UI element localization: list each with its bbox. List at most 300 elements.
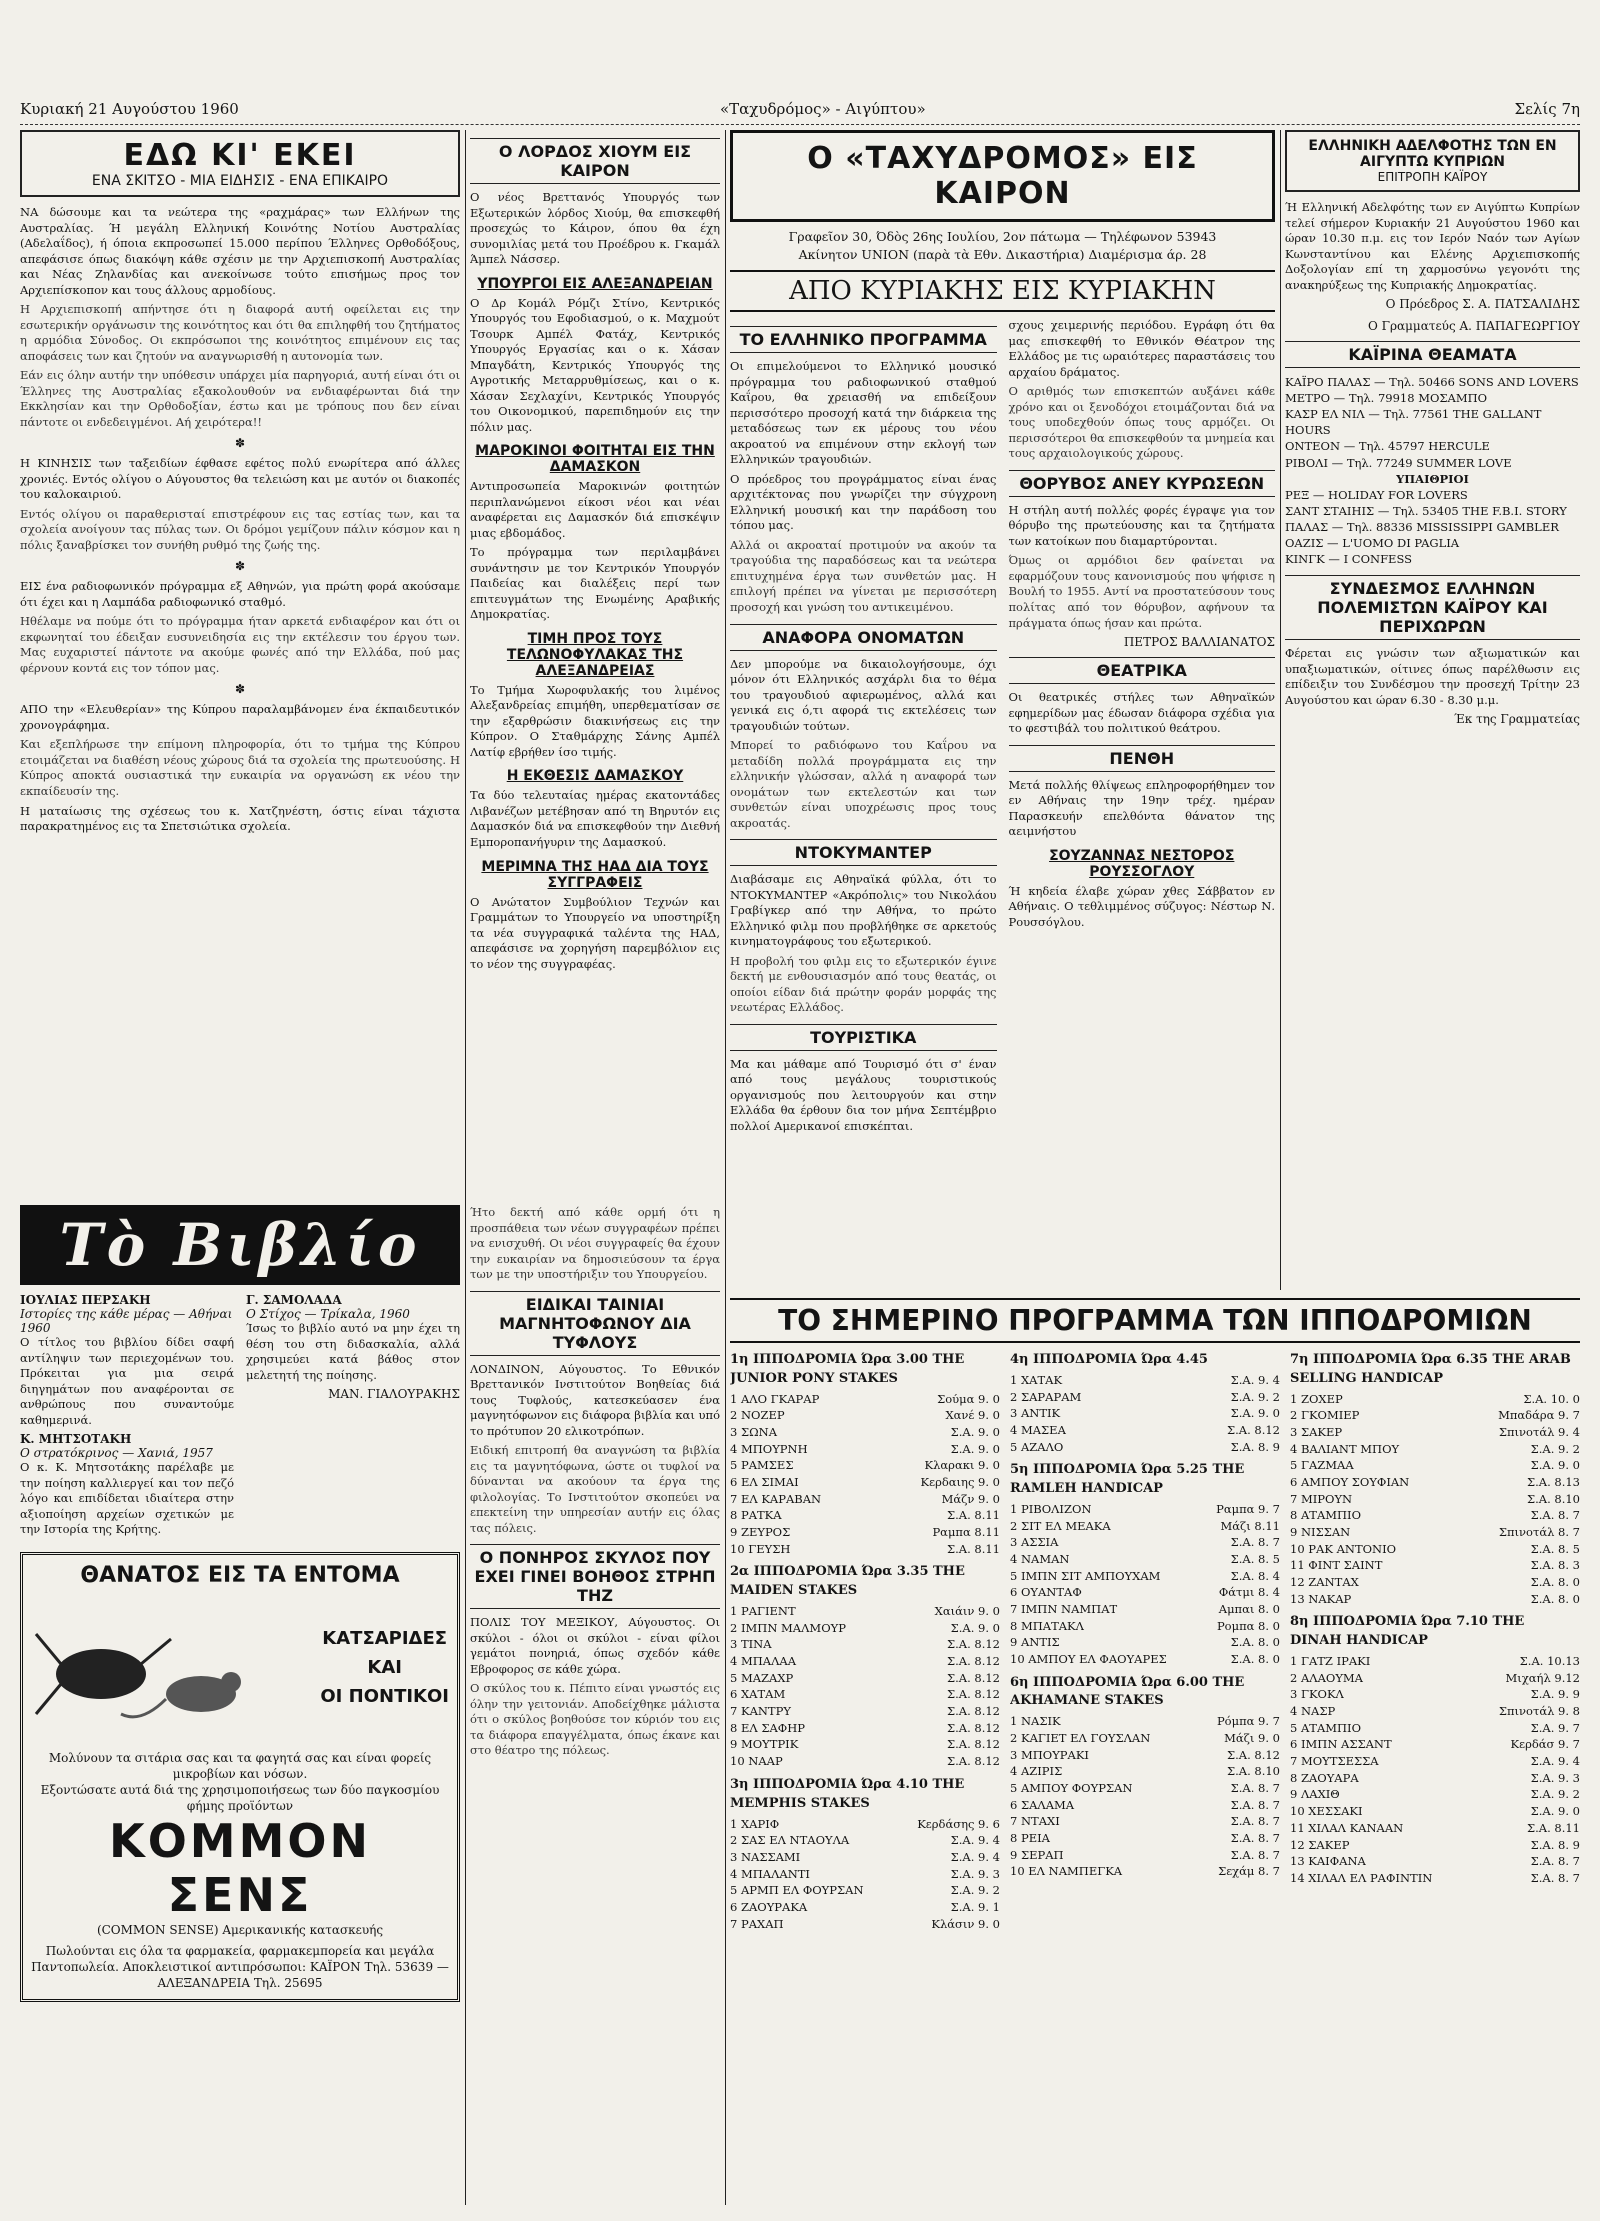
- race-entry: [1290, 1736, 1580, 1753]
- jockey-weight: Ρόμπα 9. 7: [1216, 1714, 1280, 1729]
- book-title: Ο Στίχος — Τρίκαλα, 1960: [246, 1307, 410, 1321]
- cinema-listing: ΚΑΪΡΟ ΠΑΛΑΣ — Τηλ. 50466 SONS AND LOVERS: [1285, 375, 1579, 390]
- address-line: Γραφεῖον 30, Όδὸς 26ης Ιουλίου, 2ον πάτωμα — Τηλέφωνον 53943: [788, 229, 1217, 244]
- race-entry: [730, 1703, 1000, 1720]
- jockey-weight: Σεχάμ 8. 7: [1218, 1864, 1280, 1879]
- jockey-weight: Σ.Α. 8.11: [1526, 1820, 1580, 1835]
- race-entry: [1290, 1870, 1580, 1887]
- address-line: Ακίνητον UNION (παρὰ τὰ Εθν. Δικαστήρια) Διαμέρισμα άρ. 28: [798, 247, 1207, 263]
- taxydromos-banner: Ο «ΤΑΧΥΔΡΟΜΟΣ» ΕΙΣ ΚΑΙΡΟΝ: [730, 130, 1275, 222]
- jockey-weight: Σ.Α. 9. 2: [1530, 1441, 1580, 1456]
- book-title: Ο στρατόκρινος — Χανιά, 1957: [20, 1446, 213, 1461]
- jockey-weight: Σ.Α. 9. 7: [1530, 1720, 1580, 1735]
- headline-ministers: ΥΠΟΥΡΓΟΙ ΕΙΣ ΑΛΕΞΑΝΔΡΕΙΑΝ: [477, 275, 713, 292]
- race-entry: [1290, 1803, 1580, 1820]
- race-entry: [1010, 1618, 1280, 1635]
- column-news-lower: [470, 1205, 720, 2205]
- ad-and: ΚΑΙ: [367, 1657, 402, 1679]
- jockey-weight: Κερδάσ 9. 7: [1510, 1737, 1580, 1752]
- jockey-weight: Κλαρακι 9. 0: [924, 1458, 1000, 1473]
- filler-text: Ο σκύλος του κ. Πέπιτο είναι γνωστός εις όλην την γειτονιάν. Αποδείχθηκε μάλιστα ότι ο σκύλος βοηθούσε τον κύριόν του εις τα διάφορα επαγγέλματα, όπως έκανε και στο θέατρο της πόλεως.: [470, 1681, 720, 1758]
- horse-name: 9 ΝΙΣΣΑΝ: [1290, 1525, 1351, 1540]
- race-entry: [1290, 1457, 1580, 1474]
- ad-line: Εξοντώσατε αυτά διά της χρησιμοποιήσεως των δύο παγκοσμίου φήμης προϊόντων: [40, 1783, 440, 1814]
- book-text: Ο κ. Κ. Μητσοτάκης παρέλαβε με την ποίηση καλλιεργεί και τον πεζό λόγο και επιδίδεται ιδιαίτερα στην αξιοποίηση αρχείων σχετικών με την Ιστορία της Κρήτης.: [20, 1460, 234, 1537]
- race-entry: [730, 1474, 1000, 1491]
- race-entry: [1010, 1830, 1280, 1847]
- race-column-3: [1290, 1345, 1580, 2205]
- filler-text: Η Αρχιεπισκοπή απήντησε ότι η διαφορά αυτή οφείλεται εις την εσωτερικήν οργάνωσιν της κοινότητος και ότι θα επιληφθή του ζητήματος η αρμόδια Σύνοδος. Οι εκπρόσωποι της κοινότητος επιμένουν εις τας αποφάσεις των και ζητούν να αναγνωρισθή η αυτονομία των.: [20, 302, 460, 363]
- notice-signature: Ο Πρόεδρος Σ. Α. ΠΑΤΣΑΛΙΔΗΣ: [1385, 297, 1580, 312]
- article-text: Ο πρόεδρος του προγράμματος είναι ένας αρχιτέκτονας που γνωρίζει την σύγχρονη Ελληνική μουσική και την παράδοση του τόπου μας.: [730, 471, 997, 533]
- news-text: ΛΟΝΔΙΝΟΝ, Αύγουστος. Το Εθνικόν Βρεττανικόν Ινστιτούτον Βοηθείας διά τους Τυφλούς, κατεσκεύασεν ένα μαγνητόφωνον εις διάφορα βιβλία και υπό το πρότυπον 20 ελικοτρόπων.: [470, 1361, 720, 1438]
- horse-name: 2 ΓΚΟΜΙΕΡ: [1290, 1408, 1360, 1423]
- headline-theatre: ΘΕΑΤΡΙΚΑ: [1009, 657, 1276, 684]
- notice-signature: Έκ της Γραμματείας: [1453, 712, 1580, 727]
- headline-blind-tapes: ΕΙΔΙΚΑΙ ΤΑΙΝΙΑΙ ΜΑΓΝΗΤΟΦΩΝΟΥ ΔΙΑ ΤΥΦΛΟΥΣ: [470, 1291, 720, 1356]
- horse-name: 6 ΕΛ ΣΙΜΑΙ: [730, 1475, 799, 1490]
- race-heading: 2α ΙΠΠΟΔΡΟΜΙΑ Ώρα 3.35 THE MAIDEN STAKES: [730, 1564, 965, 1599]
- jockey-weight: Ρομπα 8. 0: [1216, 1618, 1280, 1633]
- horse-name: 3 ΝΑΣΣΑΜΙ: [730, 1849, 801, 1864]
- race-program-title: ΤΟ ΣΗΜΕΡΙΝΟ ΠΡΟΓΡΑΜΜΑ ΤΩΝ ΙΠΠΟΔΡΟΜΙΩΝ: [730, 1298, 1580, 1343]
- race-heading: 4η ΙΠΠΟΔΡΟΜΙΑ Ώρα 4.45: [1010, 1352, 1208, 1367]
- horse-name: 3 ΣΑΚΕΡ: [1290, 1425, 1343, 1440]
- race-entry: [1290, 1670, 1580, 1687]
- article-paragraph: ΑΠΟ την «Ελευθερίαν» της Κύπρου παραλαμβάνομεν ένα έκπαιδευτικόν χρονογράφημα.: [20, 702, 460, 732]
- race-entry: [1010, 1713, 1280, 1730]
- book-text: Ο τίτλος του βιβλίου δίδει σαφή αντίληψιν των περιεχομένων του. Πρόκειται για μια σειρά διηγημάτων που αναφέρονται σε ανθρώπους που συναντούμε καθημερινά.: [20, 1335, 234, 1427]
- jockey-weight: Σ.Α. 8.10: [1226, 1764, 1280, 1779]
- column-taxydromos-cairo: [730, 130, 1275, 1290]
- jockey-weight: Κερδάσης 9. 6: [917, 1816, 1000, 1831]
- race-entry: [1010, 1405, 1280, 1422]
- jockey-weight: Αμπαι 8. 0: [1218, 1601, 1280, 1616]
- jockey-weight: Χαιάιν 9. 0: [934, 1604, 1000, 1619]
- jockey-weight: Σ.Α. 8. 5: [1230, 1551, 1280, 1566]
- race-entry: [730, 1736, 1000, 1753]
- horse-name: 7 ΜΙΡΟΥΝ: [1290, 1491, 1353, 1506]
- masthead-paper-name: «Ταχυδρόμος» - Αιγύπτου»: [720, 100, 926, 118]
- horse-name: 1 ΡΙΒΟΛΙΖΟΝ: [1010, 1501, 1092, 1516]
- race-entry: [730, 1882, 1000, 1899]
- jockey-weight: Σούμα 9. 0: [937, 1391, 1000, 1406]
- horse-name: 9 ΖΕΥΡΟΣ: [730, 1525, 791, 1540]
- jockey-weight: Σ.Α. 9. 0: [950, 1441, 1000, 1456]
- news-text: ΠΟΛΙΣ ΤΟΥ ΜΕΞΙΚΟΥ, Αύγουστος. Οι σκύλοι - όλοι οι σκύλοι - είναι φίλοι γεμάτοι πονηριά, όπως σχεδόν κάθε Εβροφορος σε κάθε χώρα.: [470, 1615, 720, 1676]
- race-entry: [1290, 1407, 1580, 1424]
- race-block: [730, 1776, 1000, 1932]
- race-entry: [730, 1866, 1000, 1883]
- race-entry: [1290, 1703, 1580, 1720]
- article-text: Μα και μάθαμε από Τουρισμό ότι σ' έναν από τους μεγάλους τουριστικούς οργανισμούς που λειτουργούν και στην Ελλάδα θα έρθουν δια τον μήνα Σεπτέμβριο πολλοί Αμερικανοί επισκέπται.: [730, 1056, 997, 1133]
- headline-names: ΑΝΑΦΟΡΑ ΟΝΟΜΑΤΩΝ: [730, 624, 997, 651]
- horse-name: 2 ΚΑΓΙΕΤ ΕΛ ΓΟΥΣΛΑΝ: [1010, 1730, 1151, 1745]
- jockey-weight: Κερδαιης 9. 0: [920, 1475, 1000, 1490]
- column-rule: [465, 130, 466, 2205]
- headline-writers: ΜΕΡΙΜΝΑ ΤΗΣ ΗΑΔ ΔΙΑ ΤΟΥΣ ΣΥΓΓΡΑΦΕΙΣ: [481, 858, 709, 891]
- article-text: Δεν μπορούμε να δικαιολογήσουμε, όχι μόνον ότι Ελληνικός ασχάρλι δια το θέμα του τραγουδιού αφιερωμένος, αλλά και γενικά εις ό,τι αφορά τις εκτελέσεις των τραγουδιών τούτων.: [730, 656, 997, 733]
- horse-name: 4 ΜΠΑΛΑΝΤΙ: [730, 1866, 810, 1881]
- race-heading: 8η ΙΠΠΟΔΡΟΜΙΑ Ώρα 7.10 THE DINAH HANDICAP: [1290, 1614, 1525, 1649]
- race-entry: [1290, 1786, 1580, 1803]
- horse-name: 7 ΝΤΑΧΙ: [1010, 1814, 1060, 1829]
- race-entry: [1010, 1372, 1280, 1389]
- separator: ✽: [234, 559, 246, 574]
- race-entry: [1010, 1797, 1280, 1814]
- horse-name: 6 ΣΑΛΑΜΑ: [1010, 1797, 1075, 1812]
- jockey-weight: Σ.Α. 9. 3: [1530, 1770, 1580, 1785]
- ad-brand-sub: (COMMON SENSE) Αμερικανικής κατασκευής: [96, 1923, 384, 1938]
- jockey-weight: Σ.Α. 8.11: [946, 1541, 1000, 1556]
- horse-name: 12 ΣΑΚΕΡ: [1290, 1837, 1350, 1852]
- jockey-weight: Σ.Α. 8.11: [946, 1508, 1000, 1523]
- jockey-weight: Μιχαήλ 9.12: [1505, 1670, 1580, 1685]
- ad-pest-1: ΚΑΤΣΑΡΙΔΕΣ: [322, 1628, 448, 1650]
- horse-name: 8 ΡΑΤΚΑ: [730, 1508, 782, 1523]
- headline-greek-program: ΤΟ ΕΛΛΗΝΙΚΟ ΠΡΟΓΡΑΜΜΑ: [730, 326, 997, 353]
- jockey-weight: Σ.Α. 8.12: [946, 1637, 1000, 1652]
- book-signature: ΜΑΝ. ΓΙΑΛΟΥΡΑΚΗΣ: [328, 1387, 460, 1402]
- race-entry: [730, 1391, 1000, 1408]
- jockey-weight: Μάζι 9. 0: [1224, 1730, 1280, 1745]
- race-entry: [1290, 1770, 1580, 1787]
- race-entry: [730, 1407, 1000, 1424]
- filler-text: Και εξεπλήρωσε την επίμονη πληροφορία, ότι το τμήμα της Κύπρου ετοιμάζεται να διαθέση νέους χώρους διά τα σχολεία της πρωτευούσης. Η Κύπρος αποκτά ουσιαστικά την ευκαιρία να οργανώση εκ νέου την εκπαίδευσίν της.: [20, 737, 460, 798]
- horse-name: 1 ΧΑΤΑΚ: [1010, 1372, 1063, 1387]
- horse-name: 2 ΣΑΡΑΡΑΜ: [1010, 1389, 1082, 1404]
- jockey-weight: Ραμπα 8.11: [932, 1525, 1000, 1540]
- race-entry: [1290, 1686, 1580, 1703]
- article-text: Διαβάσαμε εις Αθηναϊκά φύλλα, ότι το ΝΤΟΚΥΜΑΝΤΕΡ «Ακρόπολις» του Νικολάου Γραβίγκερ από την Αθήνα, το πρώτο Ελληνικό φιλμ που προβλήθηκε σε αρκετούς κινηματογράφους του εξωτερικού.: [730, 872, 997, 949]
- veterans-title: ΣΥΝΔΕΣΜΟΣ ΕΛΛΗΝΩΝ ΠΟΛΕΜΙΣΤΩΝ ΚΑΪΡΟΥ ΚΑΙ ΠΕΡΙΧΩΡΩΝ: [1285, 575, 1580, 640]
- horse-name: 6 ΙΜΠΝ ΑΣΣΑΝΤ: [1290, 1737, 1392, 1752]
- race-entry: [1290, 1591, 1580, 1608]
- race-entry: [1010, 1780, 1280, 1797]
- horse-name: 1 ΖΟΧΕΡ: [1290, 1391, 1343, 1406]
- cinema-listing: ΜΕΤΡΟ — Τηλ. 79918 ΜΟΣΑΜΠΟ: [1285, 391, 1488, 406]
- race-entry: [1010, 1501, 1280, 1518]
- jockey-weight: Σ.Α. 9. 2: [1530, 1787, 1580, 1802]
- cinema-listing: ΡΕΞ — HOLIDAY FOR LOVERS: [1285, 487, 1468, 502]
- horse-name: 10 ΝΑΑΡ: [730, 1754, 783, 1769]
- news-text: Το πρόγραμμα των περιλαμβάνει συνάντησιν με τον Κεντρικόν Υπουργόν Παιδείας και διαλέξεις περί των επιτευγμάτων της Ενωμένης Αραβικής Δημοκρατίας.: [470, 545, 720, 622]
- headline-noise: ΘΟΡΥΒΟΣ ΑΝΕΥ ΚΥΡΩΣΕΩΝ: [1009, 470, 1276, 497]
- headline-customs-guards: ΤΙΜΗ ΠΡΟΣ ΤΟΥΣ ΤΕΛΩΝΟΦΥΛΑΚΑΣ ΤΗΣ ΑΛΕΞΑΝΔΡΕΙΑΣ: [506, 630, 684, 679]
- book-reviews: [20, 1293, 460, 1542]
- horse-name: 2 ΝΟΖΕΡ: [730, 1408, 785, 1423]
- horse-name: 7 ΡΑΧΑΠ: [730, 1916, 784, 1931]
- jockey-weight: Σ.Α. 8. 7: [1230, 1535, 1280, 1550]
- race-entry: [1010, 1730, 1280, 1747]
- jockey-weight: Σ.Α. 8.12: [946, 1737, 1000, 1752]
- horse-name: 2 ΣΑΣ ΕΛ ΝΤΑΟΥΛΑ: [730, 1833, 850, 1848]
- horse-name: 3 ΣΩΝΑ: [730, 1425, 778, 1440]
- cinema-listing: ΟΑΖΙΣ — L'UOMO DI PAGLIA: [1285, 536, 1460, 551]
- horse-name: 9 ΛΑΧΙΘ: [1290, 1787, 1340, 1802]
- race-entry: [1290, 1720, 1580, 1737]
- cypriot-brotherhood-notice: [1285, 130, 1580, 192]
- race-entry: [730, 1653, 1000, 1670]
- horse-name: 8 ΜΠΑΤΑΚΛ: [1010, 1618, 1084, 1633]
- insecticide-ad: [20, 1552, 460, 2003]
- race-block: [730, 1351, 1000, 1557]
- ad-brand: ΚΟΜΜΟΝ ΣΕΝΣ: [109, 1814, 371, 1923]
- race-entry: [730, 1899, 1000, 1916]
- race-entry: [1290, 1541, 1580, 1558]
- horse-name: 5 ΓΑΖΜΑΑ: [1290, 1458, 1354, 1473]
- race-entry: [1290, 1574, 1580, 1591]
- headline-clever-dog: Ο ΠΟΝΗΡΟΣ ΣΚΥΛΟΣ ΠΟΥ ΕΧΕΙ ΓΙΝΕΙ ΒΟΗΘΟΣ ΣΤΡΗΠ ΤΗΖ: [470, 1544, 720, 1609]
- horse-name: 3 ΜΠΟΥΡΑΚΙ: [1010, 1747, 1089, 1762]
- jockey-weight: Σ.Α. 10.13: [1519, 1654, 1580, 1669]
- jockey-weight: Σ.Α. 8.12: [946, 1654, 1000, 1669]
- horse-name: 8 ΖΑΟΥΑΡΑ: [1290, 1770, 1359, 1785]
- book-text: Ίσως το βιβλίο αυτό να μην έχει τη θέση του στη διδασκαλία, αλλά χρησιμεύει κατά βάθος στον μελετητή της ποίησης.: [246, 1321, 460, 1382]
- jockey-weight: Σ.Α. 8. 0: [1530, 1591, 1580, 1606]
- section-title: ΕΔΩ ΚΙ' ΕΚΕΙ: [123, 138, 357, 173]
- cinema-listing: ΚΙΝΓΚ — I CONFESS: [1285, 552, 1412, 567]
- edo-ki-ekei-header: [20, 130, 460, 197]
- jockey-weight: Σ.Α. 8.12: [946, 1670, 1000, 1685]
- ad-body: [31, 1594, 449, 1744]
- race-entry: [1290, 1441, 1580, 1458]
- jockey-weight: Σ.Α. 8. 0: [1530, 1575, 1580, 1590]
- horse-name: 7 ΜΟΥΤΣΕΣΣΑ: [1290, 1754, 1379, 1769]
- race-entry: [730, 1720, 1000, 1737]
- horse-name: 8 ΡΕΙΑ: [1010, 1831, 1050, 1845]
- horse-name: 5 ΑΡΜΠ ΕΛ ΦΟΥΡΣΑΝ: [730, 1883, 864, 1898]
- horse-name: 4 ΝΑΣΡ: [1290, 1704, 1336, 1719]
- race-entry: [1010, 1763, 1280, 1780]
- column-news: [470, 130, 720, 1200]
- jockey-weight: Σ.Α. 9. 0: [1530, 1458, 1580, 1473]
- race-entry: [730, 1491, 1000, 1508]
- horse-name: 5 ΑΖΑΛΟ: [1010, 1439, 1064, 1454]
- column-rule: [1280, 130, 1281, 1290]
- notice-subtitle: ΕΠΙΤΡΟΠΗ ΚΑΪΡΟΥ: [1377, 170, 1488, 184]
- race-entry: [1010, 1534, 1280, 1551]
- weekly-left: [730, 318, 997, 1138]
- horse-name: 10 ΓΕΥΣΗ: [730, 1541, 791, 1556]
- horse-name: 2 ΑΛΑΟΥΜΑ: [1290, 1670, 1363, 1685]
- notice-title: ΕΛΛΗΝΙΚΗ ΑΔΕΛΦΟΤΗΣ ΤΩΝ ΕΝ ΑΙΓΥΠΤΩ ΚΥΠΡΙΩΝ: [1308, 138, 1557, 170]
- ad-line: Μολύνουν τα σιτάρια σας και τα φαγητά σας και είναι φορείς μικροβίων και νόσων.: [48, 1750, 432, 1781]
- cinema-listing: ΥΠΑΙΘΡΙΟΙ: [1396, 471, 1469, 486]
- horse-name: 4 ΑΖΙΡΙΣ: [1010, 1764, 1063, 1779]
- ad-pest-2: ΟΙ ΠΟΝΤΙΚΟΙ: [320, 1686, 449, 1708]
- race-entry: [730, 1424, 1000, 1441]
- race-block: [1290, 1351, 1580, 1607]
- horse-name: 10 ΕΛ ΝΑΜΠΕΓΚΑ: [1010, 1864, 1123, 1879]
- article-text: Οι θεατρικές στήλες των Αθηναϊκών εφημερίδων μας έδωσαν διάφορα σχέδια για το φεστιβάλ του πολιτικού θεάτρου.: [1008, 690, 1275, 736]
- horse-name: 3 ΤΙΝΑ: [730, 1637, 772, 1652]
- jockey-weight: Σ.Α. 8.12: [1226, 1422, 1280, 1437]
- column-rule: [725, 130, 726, 2205]
- horse-name: 8 ΕΛ ΣΑΦΗΡ: [730, 1720, 805, 1735]
- masthead-date: Κυριακή 21 Αυγούστου 1960: [20, 100, 239, 118]
- race-entry: [1290, 1507, 1580, 1524]
- article-text: Μετά πολλής θλίψεως επληροφορήθημεν τον εν Αθήναις την 19ην τρέχ. ημέραν Παρασκευήν επελθόντα θάνατον της αειμνήστου: [1008, 777, 1275, 839]
- horse-name: 1 ΓΑΤΖ ΙΡΑΚΙ: [1290, 1654, 1371, 1669]
- headline-lord-home: Ο ΛΟΡΔΟΣ ΧΙΟΥΜ ΕΙΣ ΚΑΙΡΟΝ: [470, 138, 720, 184]
- column-edo-ki-ekei: [20, 130, 460, 1200]
- horse-name: 11 ΧΙΛΑΛ ΚΑΝΑΑΝ: [1290, 1820, 1404, 1835]
- jockey-weight: Σ.Α. 9. 1: [950, 1899, 1000, 1914]
- horse-name: 10 ΑΜΠΟΥ ΕΛ ΦΑΟΥΑΡΕΣ: [1010, 1651, 1167, 1666]
- horse-name: 7 ΕΛ ΚΑΡΑΒΑΝ: [730, 1491, 822, 1506]
- filler-text: Μπορεί το ραδιόφωνο του Καΐρου να μεταδίδη πολλά προγράμματα εις την ελληνικήν γλώσσαν, αλλά η αναφορά των ονομάτων των εκτελεστών και των συνθετών είναι υποχρέωσις προς τους ακροατάς.: [730, 738, 997, 830]
- horse-name: 10 ΧΕΣΣΑΚΙ: [1290, 1804, 1363, 1819]
- filler-text: Αλλά οι ακροαταί προτιμούν να ακούν τα τραγούδια της παραδόσεως και τα νεώτερα επιτυχημένα έργα των συνθετών μας. Η επιλογή πρέπει να γίνεται με περισσότερη προσοχή και γνώση του αντικειμένου.: [730, 537, 997, 614]
- race-block: [1010, 1461, 1280, 1667]
- jockey-weight: Σπινοτάλ 8. 7: [1498, 1525, 1580, 1540]
- jockey-weight: Σ.Α. 9. 4: [1530, 1754, 1580, 1769]
- article-paragraph: ΝΑ δώσουμε και τα νεώτερα της «ραχμάρας» των Ελλήνων της Αυστραλίας. Ή μεγάλη Ελληνική Κοινότης Νοτίου Αυστραλίας (Αδελαΐδος), ή όποια εκπροσωπεί 15.000 περίπου Έλληνες Ορθοδόξους, απεφάσισε όπως διακόψη κάθε σχέσιν με την Αρχιεπισκοπή Αυστραλίας και Νέας Ζηλανδίας και ανεκοίνωσε τούτο επισήμως προς τον Αρχιεπίσκοπον και τους άλλους αρμοδίους.: [20, 205, 460, 297]
- filler-text: Εντός ολίγου οι παραθερισταί επιστρέφουν εις τας εστίας των, και τα σχολεία ανοίγουν τας πύλας των. Οι δρόμοι γεμίζουν πάλιν κόσμον και η πόλις ξαναβρίσκει τον συνήθη ρυθμό της ζωής της.: [20, 506, 460, 552]
- book-author: Γ. ΣΑΜΟΛΑΔΑ: [246, 1293, 342, 1307]
- horse-name: 7 ΙΜΠΝ ΝΑΜΠΑΤ: [1010, 1601, 1118, 1616]
- horse-name: 12 ΖΑΝΤΑΧ: [1290, 1575, 1359, 1590]
- jockey-weight: Σ.Α. 9. 4: [1230, 1372, 1280, 1387]
- race-entry: [1290, 1753, 1580, 1770]
- weekly-column-body: [730, 318, 1275, 1138]
- headline-moroccan-students: ΜΑΡΟΚΙΝΟΙ ΦΟΙΤΗΤΑΙ ΕΙΣ ΤΗΝ ΔΑΜΑΣΚΟΝ: [475, 443, 715, 476]
- race-entry: [1010, 1389, 1280, 1406]
- race-block: [730, 1563, 1000, 1769]
- notice-text: Φέρεται εις γνώσιν των αξιωματικών και υπαξιωματικών, οίτινες όπως παρέλθωσιν εις επίδειξιν του Συνδέσμου την προσεχή Τρίτην 23 Αυγούστου και ώραν 6.30 - 8.30 μ.μ.: [1285, 646, 1580, 707]
- horse-name: 7 ΚΑΝΤΡΥ: [730, 1704, 791, 1719]
- book-author: Κ. ΜΗΤΣΟΤΑΚΗ: [20, 1432, 132, 1447]
- race-entry: [1290, 1391, 1580, 1408]
- horse-name: 3 ΓΚΟΚΛ: [1290, 1687, 1344, 1702]
- jockey-weight: Σπινοτάλ 9. 4: [1498, 1425, 1580, 1440]
- filler-text: Ηθέλαμε να πούμε ότι το πρόγραμμα ήταν αρκετά ενδιαφέρον και ότι οι εκφωνηταί του έδειξαν ευσυνειδησία εις την εκτέλεσιν του έργου των. Μας ευχαριστεί πάντοτε να ακούμε φωνές από την Ελλάδα, πού μας φέρνουν κοντά εις τον τόπον μας.: [20, 614, 460, 675]
- jockey-weight: Σ.Α. 10. 0: [1523, 1391, 1580, 1406]
- horse-name: 5 ΙΜΠΝ ΣΙΤ ΑΜΠΟΥΧΑΜ: [1010, 1568, 1161, 1583]
- news-text: Ο Δρ Κομάλ Ρόμζι Στίνο, Κεντρικός Υπουργός του Εφοδιασμού, ο κ. Μαχμούτ Τσουρκ Αμπέλ Φατάχ, Κεντρικός Υπουργός Εργασίας και ο κ. Χάσαν Μπαγδάτη, Κεντρικός Υπουργός της Αγροτικής Μεταρρυθμίσεως, και ο κ. Χάσαν Σεχλαχίνι, Κεντρικός Υπουργός του Οικονομικού, παρεπιδημούν εις την πόλιν μας.: [470, 295, 720, 434]
- obituary-name: ΣΟΥΖΑΝΝΑΣ ΝΕΣΤΟΡΟΣ ΡΟΥΣΣΟΓΛΟΥ: [1049, 847, 1235, 880]
- jockey-weight: Κλάσιν 9. 0: [931, 1916, 1000, 1931]
- notice-signature: Ο Γραμματεύς Α. ΠΑΠΑΓΕΩΡΓΙΟΥ: [1367, 319, 1580, 334]
- race-block: [1010, 1674, 1280, 1880]
- jockey-weight: Σ.Α. 8. 7: [1230, 1814, 1280, 1829]
- jockey-weight: Σ.Α. 8. 7: [1230, 1847, 1280, 1862]
- jockey-weight: Σ.Α. 9. 3: [950, 1866, 1000, 1881]
- race-entry: [1010, 1634, 1280, 1651]
- race-column-2: [1010, 1345, 1280, 2205]
- race-entry: [730, 1457, 1000, 1474]
- weekly-right: [1009, 318, 1276, 1138]
- horse-name: 5 ΜΑΖΑΧΡ: [730, 1670, 794, 1685]
- horse-name: 6 ΧΑΤΑΜ: [730, 1687, 786, 1702]
- headline-damascus-fair: Η ΕΚΘΕΣΙΣ ΔΑΜΑΣΚΟΥ: [506, 768, 684, 785]
- jockey-weight: Σ.Α. 8. 7: [1230, 1780, 1280, 1795]
- race-heading: 3η ΙΠΠΟΔΡΟΜΙΑ Ώρα 4.10 THE MEMPHIS STAKES: [730, 1776, 965, 1811]
- horse-name: 10 ΡΑΚ ΑΝΤΟΝΙΟ: [1290, 1541, 1397, 1556]
- filler-text: Ήτο δεκτή από κάθε ορμή ότι η προσπάθεια των νέων συγγραφέων πρέπει να ενισχυθή. Οι νέοι συγγραφείς θα έχουν την ευκαιρίαν να δημοσιεύσουν τα έργα των με την υποστήριξιν του Υπουργείου.: [470, 1205, 720, 1282]
- masthead-page: Σελίς 7η: [1514, 100, 1580, 118]
- article-paragraph: Η ματαίωσις της σχέσεως του κ. Χατζηνέστη, όστις είναι τάχιστα παρακρατημένος εις τα Σπετσιώτικα σχολεία.: [20, 803, 460, 834]
- filler-text: Ο αριθμός των επισκεπτών αυξάνει κάθε χρόνο και οι ξενοδόχοι ετοιμάζονται διά να τους υποδεχθούν όπως τους αρμόζει. Οι περισσότεροι θα επισκεφθούν τα μνημεία και τους αρχαιολογικούς χώρους.: [1008, 384, 1275, 461]
- jockey-weight: Σ.Α. 8. 9: [1230, 1439, 1280, 1454]
- race-entry: [1290, 1837, 1580, 1854]
- notice-text: Ή Ελληνική Αδελφότης των εν Αιγύπτω Κυπρίων τελεί σήμερον Κυριακήν 21 Αυγούστου 1960 και ώραν 10.30 π.μ. εις τον Ιερόν Ναόν των Αγίων Κωνσταντίνου και Ελένης Αρχιεπισκοπής Δοξολογίαν επί τη χαρμοσύνω γεγονότι της ανακηρύξεως της Κυπριακής Δημοκρατίας.: [1285, 200, 1580, 292]
- book-author: ΙΟΥΛΙΑΣ ΠΕΡΣΑΚΗ: [20, 1293, 151, 1307]
- horse-name: 3 ΑΣΣΙΑ: [1010, 1535, 1059, 1550]
- race-entry: [1010, 1568, 1280, 1585]
- jockey-weight: Μάζν 9. 0: [941, 1491, 1000, 1506]
- horse-name: 1 ΡΑΓΙΕΝΤ: [730, 1604, 796, 1619]
- race-entry: [1290, 1424, 1580, 1441]
- jockey-weight: Μπαδάρα 9. 7: [1498, 1408, 1580, 1423]
- jockey-weight: Σ.Α. 9. 0: [1230, 1406, 1280, 1421]
- jockey-weight: Σ.Α. 9. 0: [950, 1620, 1000, 1635]
- race-column-1: [730, 1345, 1000, 2205]
- race-block: [1290, 1613, 1580, 1886]
- cinema-listing: ΚΑΣΡ ΕΛ ΝΙΛ — Τηλ. 77561 THE GALLANT HOURS: [1285, 407, 1542, 438]
- jockey-weight: Σ.Α. 8.12: [946, 1704, 1000, 1719]
- article-paragraph: Η ΚΙΝΗΣΙΣ των ταξειδίων έφθασε εφέτος πολύ ενωρίτερα από άλλες χρονιές. Εντός ολίγου ο Αύγουστος θα τελειώση και με αυτόν οι διακοπές του καλοκαιριού.: [20, 456, 460, 502]
- race-entry: [1010, 1439, 1280, 1456]
- horse-name: 5 ΑΜΠΟΥ ΦΟΥΡΣΑΝ: [1010, 1780, 1133, 1795]
- horse-name: 8 ΑΤΑΜΠΙΟ: [1290, 1508, 1362, 1523]
- jockey-weight: Σ.Α. 8. 7: [1530, 1870, 1580, 1885]
- horse-name: 2 ΙΜΠΝ ΜΑΛΜΟΥΡ: [730, 1620, 846, 1635]
- race-heading: 1η ΙΠΠΟΔΡΟΜΙΑ Ώρα 3.00 THE JUNIOR PONY STAKES: [730, 1352, 965, 1386]
- news-text: Ο Ανώτατον Συμβούλιον Τεχνών και Γραμμάτων το Υπουργείο να υποστηρίξη τα νέα συγγραφικά ταλέντα της ΗΑΔ, απεφάσισε να χορηγήση παρεμβόλιον εις το νέον της συγγραφέας.: [470, 894, 720, 971]
- jockey-weight: Σπινοτάλ 9. 8: [1498, 1704, 1580, 1719]
- section-subtitle: ΕΝΑ ΣΚΙΤΣΟ - ΜΙΑ ΕΙΔΗΣΙΣ - ΕΝΑ ΕΠΙΚΑΙΡΟ: [91, 173, 389, 189]
- jockey-weight: Σ.Α. 8. 7: [1230, 1797, 1280, 1812]
- race-entry: [730, 1832, 1000, 1849]
- race-entry: [1010, 1584, 1280, 1601]
- jockey-weight: Σ.Α. 8. 7: [1230, 1831, 1280, 1845]
- race-block: [1010, 1351, 1280, 1455]
- jockey-weight: Σ.Α. 8. 7: [1530, 1508, 1580, 1523]
- headline-obituary: ΠΕΝΘΗ: [1009, 745, 1276, 772]
- headline-tourism: ΤΟΥΡΙΣΤΙΚΑ: [730, 1024, 997, 1051]
- race-entry: [730, 1603, 1000, 1620]
- race-entry: [730, 1541, 1000, 1558]
- cinema-listing: ΟΝΤΕΟΝ — Τηλ. 45797 HERCULE: [1285, 439, 1490, 454]
- ad-headline: ΘΑΝΑΤΟΣ ΕΙΣ ΤΑ ΕΝΤΟΜΑ: [80, 1562, 400, 1588]
- jockey-weight: Σ.Α. 8. 4: [1230, 1568, 1280, 1583]
- jockey-weight: Σ.Α. 9. 2: [950, 1883, 1000, 1898]
- horse-name: 6 ΑΜΠΟΥ ΣΟΥΦΙΑΝ: [1290, 1475, 1410, 1490]
- headline-documentary: ΝΤΟΚΥΜΑΝΤΕΡ: [730, 839, 997, 866]
- race-entry: [730, 1620, 1000, 1637]
- horse-name: 5 ΑΤΑΜΠΙΟ: [1290, 1720, 1362, 1735]
- jockey-weight: Σ.Α. 8. 0: [1230, 1635, 1280, 1650]
- horse-name: 9 ΣΕΡΑΠ: [1010, 1847, 1064, 1862]
- race-entry: [1010, 1847, 1280, 1864]
- book-review-section: [20, 1205, 460, 2205]
- race-entry: [1010, 1601, 1280, 1618]
- jockey-weight: Σ.Α. 8.13: [1526, 1475, 1580, 1490]
- race-entry: [1010, 1518, 1280, 1535]
- jockey-weight: Σ.Α. 8.12: [946, 1687, 1000, 1702]
- jockey-weight: Σ.Α. 8. 5: [1530, 1541, 1580, 1556]
- race-heading: 7η ΙΠΠΟΔΡΟΜΙΑ Ώρα 6.35 THE ARAB SELLING HANDICAP: [1290, 1352, 1571, 1386]
- horse-name: 3 ΑΝΤΙΚ: [1010, 1406, 1061, 1421]
- horse-name: 1 ΝΑΣΙΚ: [1010, 1714, 1061, 1729]
- horse-name: 4 ΝΑΜΑΝ: [1010, 1551, 1070, 1566]
- race-entry: [730, 1441, 1000, 1458]
- jockey-weight: Σ.Α. 8.12: [946, 1754, 1000, 1769]
- news-text: Ο νέος Βρεττανός Υπουργός των Εξωτερικών λόρδος Χιούμ, θα επισκεφθή προσεχώς το Κάιρον, όπου θα έχη συνομιλίας μετά του Προέδρου κ. Γκαμάλ Άμπελ Νάσσερ.: [470, 190, 720, 267]
- cockroach-mouse-illustration: [31, 1594, 251, 1744]
